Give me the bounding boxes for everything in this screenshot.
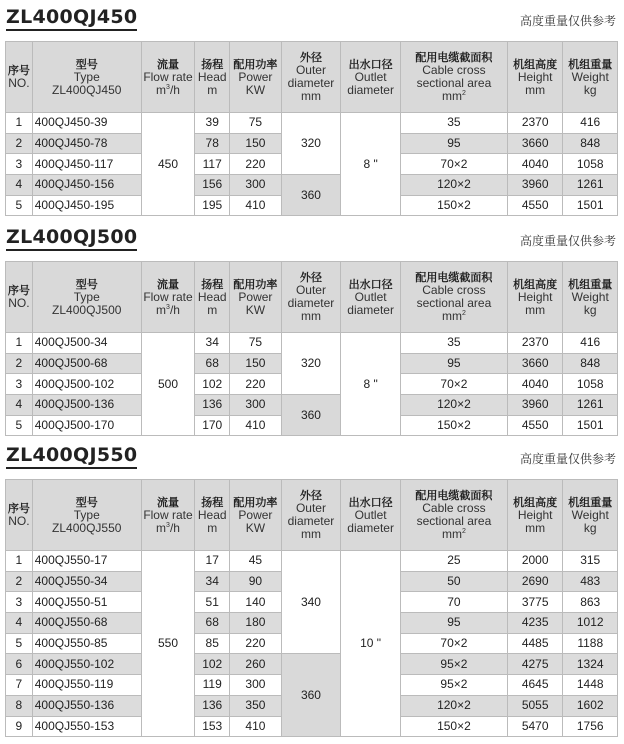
cell-weight: 1058 [563,374,618,395]
header-outer [281,480,341,551]
cell-weight: 1324 [563,654,618,675]
cell-outlet: 10 " [341,551,401,737]
cell-no: 2 [6,133,33,154]
cell-head: 78 [195,133,230,154]
section-zl400qj500 [0,226,624,437]
cell-weight: 416 [563,333,618,354]
cell-weight: 315 [563,551,618,572]
cell-power: 300 [230,675,281,696]
cell-model: 400QJ450-156 [32,175,141,196]
header-flow-unit: $m^3/h$ [156,82,180,97]
cell-flow: 450 [141,113,194,216]
cell-weight: 1501 [563,415,618,436]
cell-model: 400QJ550-119 [32,675,141,696]
cell-no: 4 [6,395,33,416]
cell-no: 7 [6,675,33,696]
cell-cable: 95 [400,133,507,154]
section-zl400qj550 [0,444,624,737]
cell-cable: 35 [400,333,507,354]
cell-model: 400QJ500-136 [32,395,141,416]
header-outlet-cn: 出水口径 [348,277,393,291]
header-type-en: Type [73,289,100,304]
cell-head: 17 [195,551,230,572]
cell-height: 4235 [507,613,563,634]
header-weight-cn: 机组重量 [568,495,613,509]
header-outlet-en1: Outlet [354,289,387,304]
header-type [32,262,141,333]
cell-height: 4275 [507,654,563,675]
cell-cable: 150×2 [400,195,507,216]
header-flow-en: Flow rate [143,69,193,84]
header-power-unit: KW [245,520,266,535]
header-outer-unit: mm [300,527,321,541]
header-outer-en1: Outer [295,63,326,77]
header-height-unit: mm [525,302,546,317]
header-type-en: Type [73,69,100,84]
cell-no: 4 [6,613,33,634]
header-outer-en2: diameter [287,76,335,90]
cell-no: 9 [6,716,33,737]
cell-head: 117 [195,154,230,175]
cell-head: 195 [195,195,230,216]
cell-weight: 1012 [563,613,618,634]
spec-table [5,41,618,216]
cell-head: 136 [195,395,230,416]
cell-height: 2370 [507,113,563,134]
header-outer-en2: diameter [287,514,335,528]
cell-head: 153 [195,716,230,737]
cell-head: 34 [195,333,230,354]
header-type-model: ZL400QJ550 [52,520,122,535]
header-weight [563,480,618,551]
cell-head: 39 [195,113,230,134]
cell-power: 45 [230,551,281,572]
cell-no: 4 [6,175,33,196]
cell-flow: 500 [141,333,194,436]
reference-note: 高度重量仅供参考 [519,234,616,248]
header-power-cn: 配用功率 [233,277,278,291]
header-outer-en2: diameter [287,296,335,310]
header-outer [281,42,341,113]
header-head-en: Head [197,507,227,522]
cell-head: 136 [195,695,230,716]
cell-weight: 1756 [563,716,618,737]
cell-outer-diameter: 360 [281,654,341,737]
header-row [6,42,618,113]
header-no [6,480,33,551]
cell-weight: 1261 [563,175,618,196]
cell-flow: 550 [141,551,194,737]
header-weight-unit: kg [583,82,597,97]
header-no-cn: 序号 [7,64,30,77]
cell-head: 68 [195,613,230,634]
cell-model: 400QJ550-17 [32,551,141,572]
header-weight-unit: kg [583,302,597,317]
header-type-model: ZL400QJ500 [52,302,122,317]
cell-model: 400QJ450-195 [32,195,141,216]
header-power-unit: KW [245,82,266,97]
cell-outlet: 8 " [341,113,401,216]
header-outer [281,262,341,333]
header-height-cn: 机组高度 [513,57,558,71]
header-cable-cn: 配用电缆截面积 [415,51,493,64]
cell-no: 5 [6,633,33,654]
header-type-model: ZL400QJ450 [52,82,122,97]
header-type [32,480,141,551]
header-flow-unit-sup: 3 [166,83,170,91]
table-row [6,333,618,354]
header-head-cn: 扬程 [201,57,224,71]
cell-height: 3960 [507,175,563,196]
cell-height: 5055 [507,695,563,716]
cell-height: 3960 [507,395,563,416]
header-weight-en: Weight [571,507,609,522]
cell-power: 300 [230,175,281,196]
header-head [195,262,230,333]
cell-height: 3660 [507,133,563,154]
cell-height: 4485 [507,633,563,654]
header-no-cn: 序号 [7,502,30,515]
cell-head: 68 [195,353,230,374]
cell-head: 102 [195,654,230,675]
header-outer-cn: 外径 [299,271,322,284]
cell-weight: 848 [563,353,618,374]
cell-weight: 483 [563,571,618,592]
cell-model: 400QJ500-170 [32,415,141,436]
header-head-cn: 扬程 [201,495,224,509]
cell-no: 3 [6,154,33,175]
header-outlet-en2: diameter [347,520,394,535]
header-outer-unit: mm [300,89,321,103]
header-power-cn: 配用功率 [233,57,278,71]
header-flow [141,480,194,551]
header-flow-unit-sup: 3 [166,303,170,311]
cell-no: 5 [6,415,33,436]
cell-weight: 1448 [563,675,618,696]
header-outlet [341,480,401,551]
cell-no: 3 [6,374,33,395]
header-flow-cn: 流量 [156,495,179,509]
cell-head: 34 [195,571,230,592]
cell-power: 90 [230,571,281,592]
cell-cable: 70×2 [400,633,507,654]
header-outlet-cn: 出水口径 [348,57,393,71]
reference-note: 高度重量仅供参考 [519,14,616,28]
cell-cable: 150×2 [400,415,507,436]
header-cable-unit-sup: 2 [461,528,466,535]
cell-model: 400QJ450-39 [32,113,141,134]
header-height-en: Height [517,289,553,304]
header-outer-unit: mm [300,309,321,323]
cell-height: 2000 [507,551,563,572]
cell-weight: 1261 [563,395,618,416]
header-no [6,42,33,113]
table-row [6,551,618,572]
cell-cable: 35 [400,113,507,134]
header-cable-cn: 配用电缆截面积 [415,489,493,502]
header-flow-unit: $m^3/h$ [156,302,180,317]
header-height-en: Height [517,69,553,84]
header-power-unit: KW [245,302,266,317]
table-row [6,395,618,416]
cell-model: 400QJ500-68 [32,353,141,374]
cell-height: 4040 [507,154,563,175]
cell-height: 3660 [507,353,563,374]
header-no-en: NO. [8,296,30,310]
cell-height: 2690 [507,571,563,592]
header-height-unit: mm [525,520,546,535]
cell-outer-diameter: 320 [281,333,341,395]
header-no-cn: 序号 [7,284,30,297]
cell-outer-diameter: 360 [281,395,341,436]
header-head [195,42,230,113]
header-flow-en: Flow rate [143,507,193,522]
header-cable-en1: Cable cross [422,63,486,77]
cell-model: 400QJ550-136 [32,695,141,716]
header-head-unit: m [207,302,218,317]
header-row [6,262,618,333]
cell-weight: 1501 [563,195,618,216]
cell-model: 400QJ500-102 [32,374,141,395]
cell-model: 400QJ550-68 [32,613,141,634]
header-cable-en2: sectional area [416,76,492,90]
header-outer-cn: 外径 [299,51,322,64]
header-power [230,262,281,333]
cell-model: 400QJ450-78 [32,133,141,154]
header-height-en: Height [517,507,553,522]
cell-weight: 1058 [563,154,618,175]
cell-cable: 95×2 [400,675,507,696]
header-outlet [341,262,401,333]
cell-no: 1 [6,113,33,134]
header-head-unit: m [207,520,218,535]
header-flow-cn: 流量 [156,277,179,291]
header-outer-cn: 外径 [299,489,322,502]
cell-power: 150 [230,353,281,374]
cell-cable: 150×2 [400,716,507,737]
cell-weight: 1602 [563,695,618,716]
header-cable-en1: Cable cross [422,501,486,515]
header-cable-en2: sectional area [416,296,492,310]
header-type-cn: 型号 [75,57,98,71]
header-row [6,480,618,551]
cell-no: 1 [6,551,33,572]
cell-power: 410 [230,415,281,436]
spec-table [5,479,618,737]
cell-model: 400QJ550-51 [32,592,141,613]
cell-power: 150 [230,133,281,154]
cell-model: 400QJ500-34 [32,333,141,354]
cell-cable: 70×2 [400,154,507,175]
header-cable-en2: sectional area [416,514,492,528]
header-height-cn: 机组高度 [513,277,558,291]
cell-no: 6 [6,654,33,675]
header-no-en: NO. [8,514,30,528]
header-flow-unit: $m^3/h$ [156,520,180,535]
cell-cable: 120×2 [400,395,507,416]
header-cable-unit: $mm^2$ [441,527,466,541]
header-flow-unit-sup: 3 [166,521,170,529]
header-outlet-en1: Outlet [354,507,387,522]
cell-outer-diameter: 360 [281,175,341,216]
cell-model: 400QJ450-117 [32,154,141,175]
cell-weight: 1188 [563,633,618,654]
header-no-en: NO. [8,76,30,90]
cell-cable: 70×2 [400,374,507,395]
cell-model: 400QJ550-102 [32,654,141,675]
header-weight-en: Weight [571,69,609,84]
table-row [6,113,618,134]
header-cable [400,480,507,551]
header-outlet [341,42,401,113]
header-weight [563,262,618,333]
cell-power: 410 [230,195,281,216]
header-no [6,262,33,333]
header-height [507,480,563,551]
header-power-en: Power [238,69,273,84]
header-head-en: Head [197,69,227,84]
header-power [230,480,281,551]
spec-table [5,261,618,436]
cell-head: 119 [195,675,230,696]
cell-power: 140 [230,592,281,613]
header-height [507,42,563,113]
cell-height: 3775 [507,592,563,613]
header-height-unit: mm [525,82,546,97]
cell-no: 2 [6,571,33,592]
header-cable-unit: $mm^2$ [441,89,466,103]
header-cable [400,262,507,333]
header-cable-en1: Cable cross [422,283,486,297]
table-row [6,175,618,196]
header-outlet-en2: diameter [347,302,394,317]
header-outlet-en2: diameter [347,82,394,97]
cell-outer-diameter: 320 [281,113,341,175]
cell-weight: 863 [563,592,618,613]
cell-cable: 95 [400,613,507,634]
header-type [32,42,141,113]
cell-no: 2 [6,353,33,374]
section-title: ZL400QJ450 [6,6,137,31]
header-power-en: Power [238,289,273,304]
header-height [507,262,563,333]
cell-power: 220 [230,154,281,175]
cell-no: 8 [6,695,33,716]
cell-model: 400QJ550-85 [32,633,141,654]
section-title: ZL400QJ550 [6,444,137,469]
header-power [230,42,281,113]
header-weight-cn: 机组重量 [568,277,613,291]
header-head [195,480,230,551]
header-weight-unit: kg [583,520,597,535]
header-outer-en1: Outer [295,283,326,297]
header-cable-unit-sup: 2 [461,90,466,97]
cell-weight: 416 [563,113,618,134]
cell-cable: 95×2 [400,654,507,675]
cell-model: 400QJ550-34 [32,571,141,592]
cell-height: 5470 [507,716,563,737]
header-height-cn: 机组高度 [513,495,558,509]
cell-head: 156 [195,175,230,196]
header-type-en: Type [73,507,100,522]
header-power-en: Power [238,507,273,522]
header-cable-unit-sup: 2 [461,310,466,317]
header-weight-cn: 机组重量 [568,57,613,71]
header-power-cn: 配用功率 [233,495,278,509]
cell-cable: 70 [400,592,507,613]
cell-height: 4040 [507,374,563,395]
header-flow-en: Flow rate [143,289,193,304]
cell-no: 1 [6,333,33,354]
cell-no: 3 [6,592,33,613]
cell-head: 102 [195,374,230,395]
section-zl400qj450 [0,6,624,217]
cell-height: 4550 [507,415,563,436]
header-weight [563,42,618,113]
cell-height: 4550 [507,195,563,216]
header-cable-unit: $mm^2$ [441,309,466,323]
cell-cable: 50 [400,571,507,592]
cell-power: 410 [230,716,281,737]
cell-power: 220 [230,633,281,654]
header-head-cn: 扬程 [201,277,224,291]
header-cable [400,42,507,113]
cell-head: 85 [195,633,230,654]
header-type-cn: 型号 [75,277,98,291]
cell-height: 2370 [507,333,563,354]
header-head-en: Head [197,289,227,304]
table-row [6,654,618,675]
header-outlet-en1: Outlet [354,69,387,84]
cell-power: 75 [230,333,281,354]
header-flow [141,42,194,113]
cell-power: 350 [230,695,281,716]
cell-head: 170 [195,415,230,436]
header-flow-cn: 流量 [156,57,179,71]
header-outer-en1: Outer [295,501,326,515]
cell-cable: 25 [400,551,507,572]
header-cable-cn: 配用电缆截面积 [415,271,493,284]
cell-cable: 95 [400,353,507,374]
cell-height: 4645 [507,675,563,696]
reference-note: 高度重量仅供参考 [519,452,616,466]
cell-power: 300 [230,395,281,416]
header-type-cn: 型号 [75,495,98,509]
cell-cable: 120×2 [400,175,507,196]
cell-cable: 120×2 [400,695,507,716]
cell-weight: 848 [563,133,618,154]
header-head-unit: m [207,82,218,97]
header-weight-en: Weight [571,289,609,304]
section-title: ZL400QJ500 [6,226,137,251]
cell-power: 180 [230,613,281,634]
header-flow [141,262,194,333]
cell-outer-diameter: 340 [281,551,341,654]
cell-model: 400QJ550-153 [32,716,141,737]
cell-head: 51 [195,592,230,613]
header-outlet-cn: 出水口径 [348,495,393,509]
cell-outlet: 8 " [341,333,401,436]
cell-no: 5 [6,195,33,216]
cell-power: 75 [230,113,281,134]
cell-power: 220 [230,374,281,395]
cell-power: 260 [230,654,281,675]
